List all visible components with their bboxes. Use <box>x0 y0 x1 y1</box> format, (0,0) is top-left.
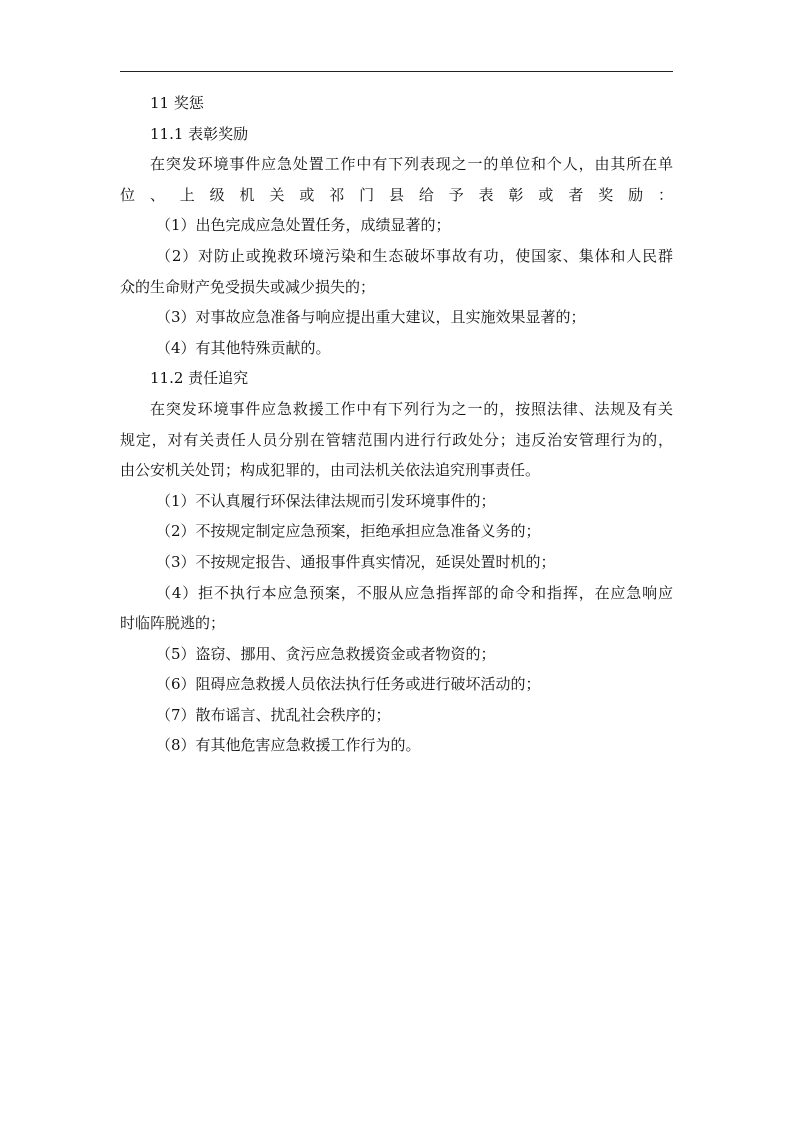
header-rule <box>120 71 673 72</box>
section-title: 11 奖惩 <box>150 94 204 112</box>
liability-item: （2）不按规定制定应急预案，拒绝承担应急准备义务的； <box>156 522 541 541</box>
liability-title: 11.2 责任追究 <box>150 369 249 388</box>
liability-item: （4）拒不执行本应急预案，不服从应急指挥部的命令和指挥，在应急响应 <box>156 583 673 602</box>
liability-intro-line: 在突发环境事件应急救援工作中有下列行为之一的，按照法律、法规及有关 <box>150 399 673 418</box>
liability-item: （7）散布谣言、扰乱社会秩序的； <box>156 705 391 724</box>
rewards-item-continuation: 众的生命财产免受损失或减少损失的； <box>120 277 376 296</box>
rewards-intro-line: 在突发环境事件应急处置工作中有下列表现之一的单位和个人，由其所在单 <box>150 155 673 174</box>
liability-item-continuation: 时临阵脱逃的； <box>120 614 226 633</box>
document-body <box>120 88 673 761</box>
liability-intro-line: 规定，对有关责任人员分别在管辖范围内进行行政处分；违反治安管理行为的， <box>120 430 673 449</box>
liability-item: （5）盗窃、挪用、贪污应急救援资金或者物资的； <box>156 644 496 663</box>
rewards-item: （1）出色完成应急处置任务，成绩显著的； <box>156 216 451 235</box>
liability-item: （1）不认真履行环保法律法规而引发环境事件的； <box>156 491 496 510</box>
rewards-item: （2）对防止或挽救环境污染和生态破坏事故有功，使国家、集体和人民群 <box>156 246 673 265</box>
rewards-intro-line: 位、上级机关或祁门县给予表彰或者奖励： <box>120 185 673 204</box>
rewards-item: （4）有其他特殊贡献的。 <box>156 338 331 357</box>
liability-item: （3）不按规定报告、通报事件真实情况，延误处置时机的； <box>156 552 556 571</box>
rewards-title: 11.1 表彰奖励 <box>150 124 249 143</box>
rewards-item: （3）对事故应急准备与响应提出重大建议，且实施效果显著的； <box>156 308 586 327</box>
liability-intro-line: 由公安机关处罚；构成犯罪的，由司法机关依法追究刑事责任。 <box>120 461 541 480</box>
liability-item: （8）有其他危害应急救援工作行为的。 <box>156 736 421 755</box>
liability-item: （6）阻碍应急救援人员依法执行任务或进行破坏活动的； <box>156 675 541 694</box>
